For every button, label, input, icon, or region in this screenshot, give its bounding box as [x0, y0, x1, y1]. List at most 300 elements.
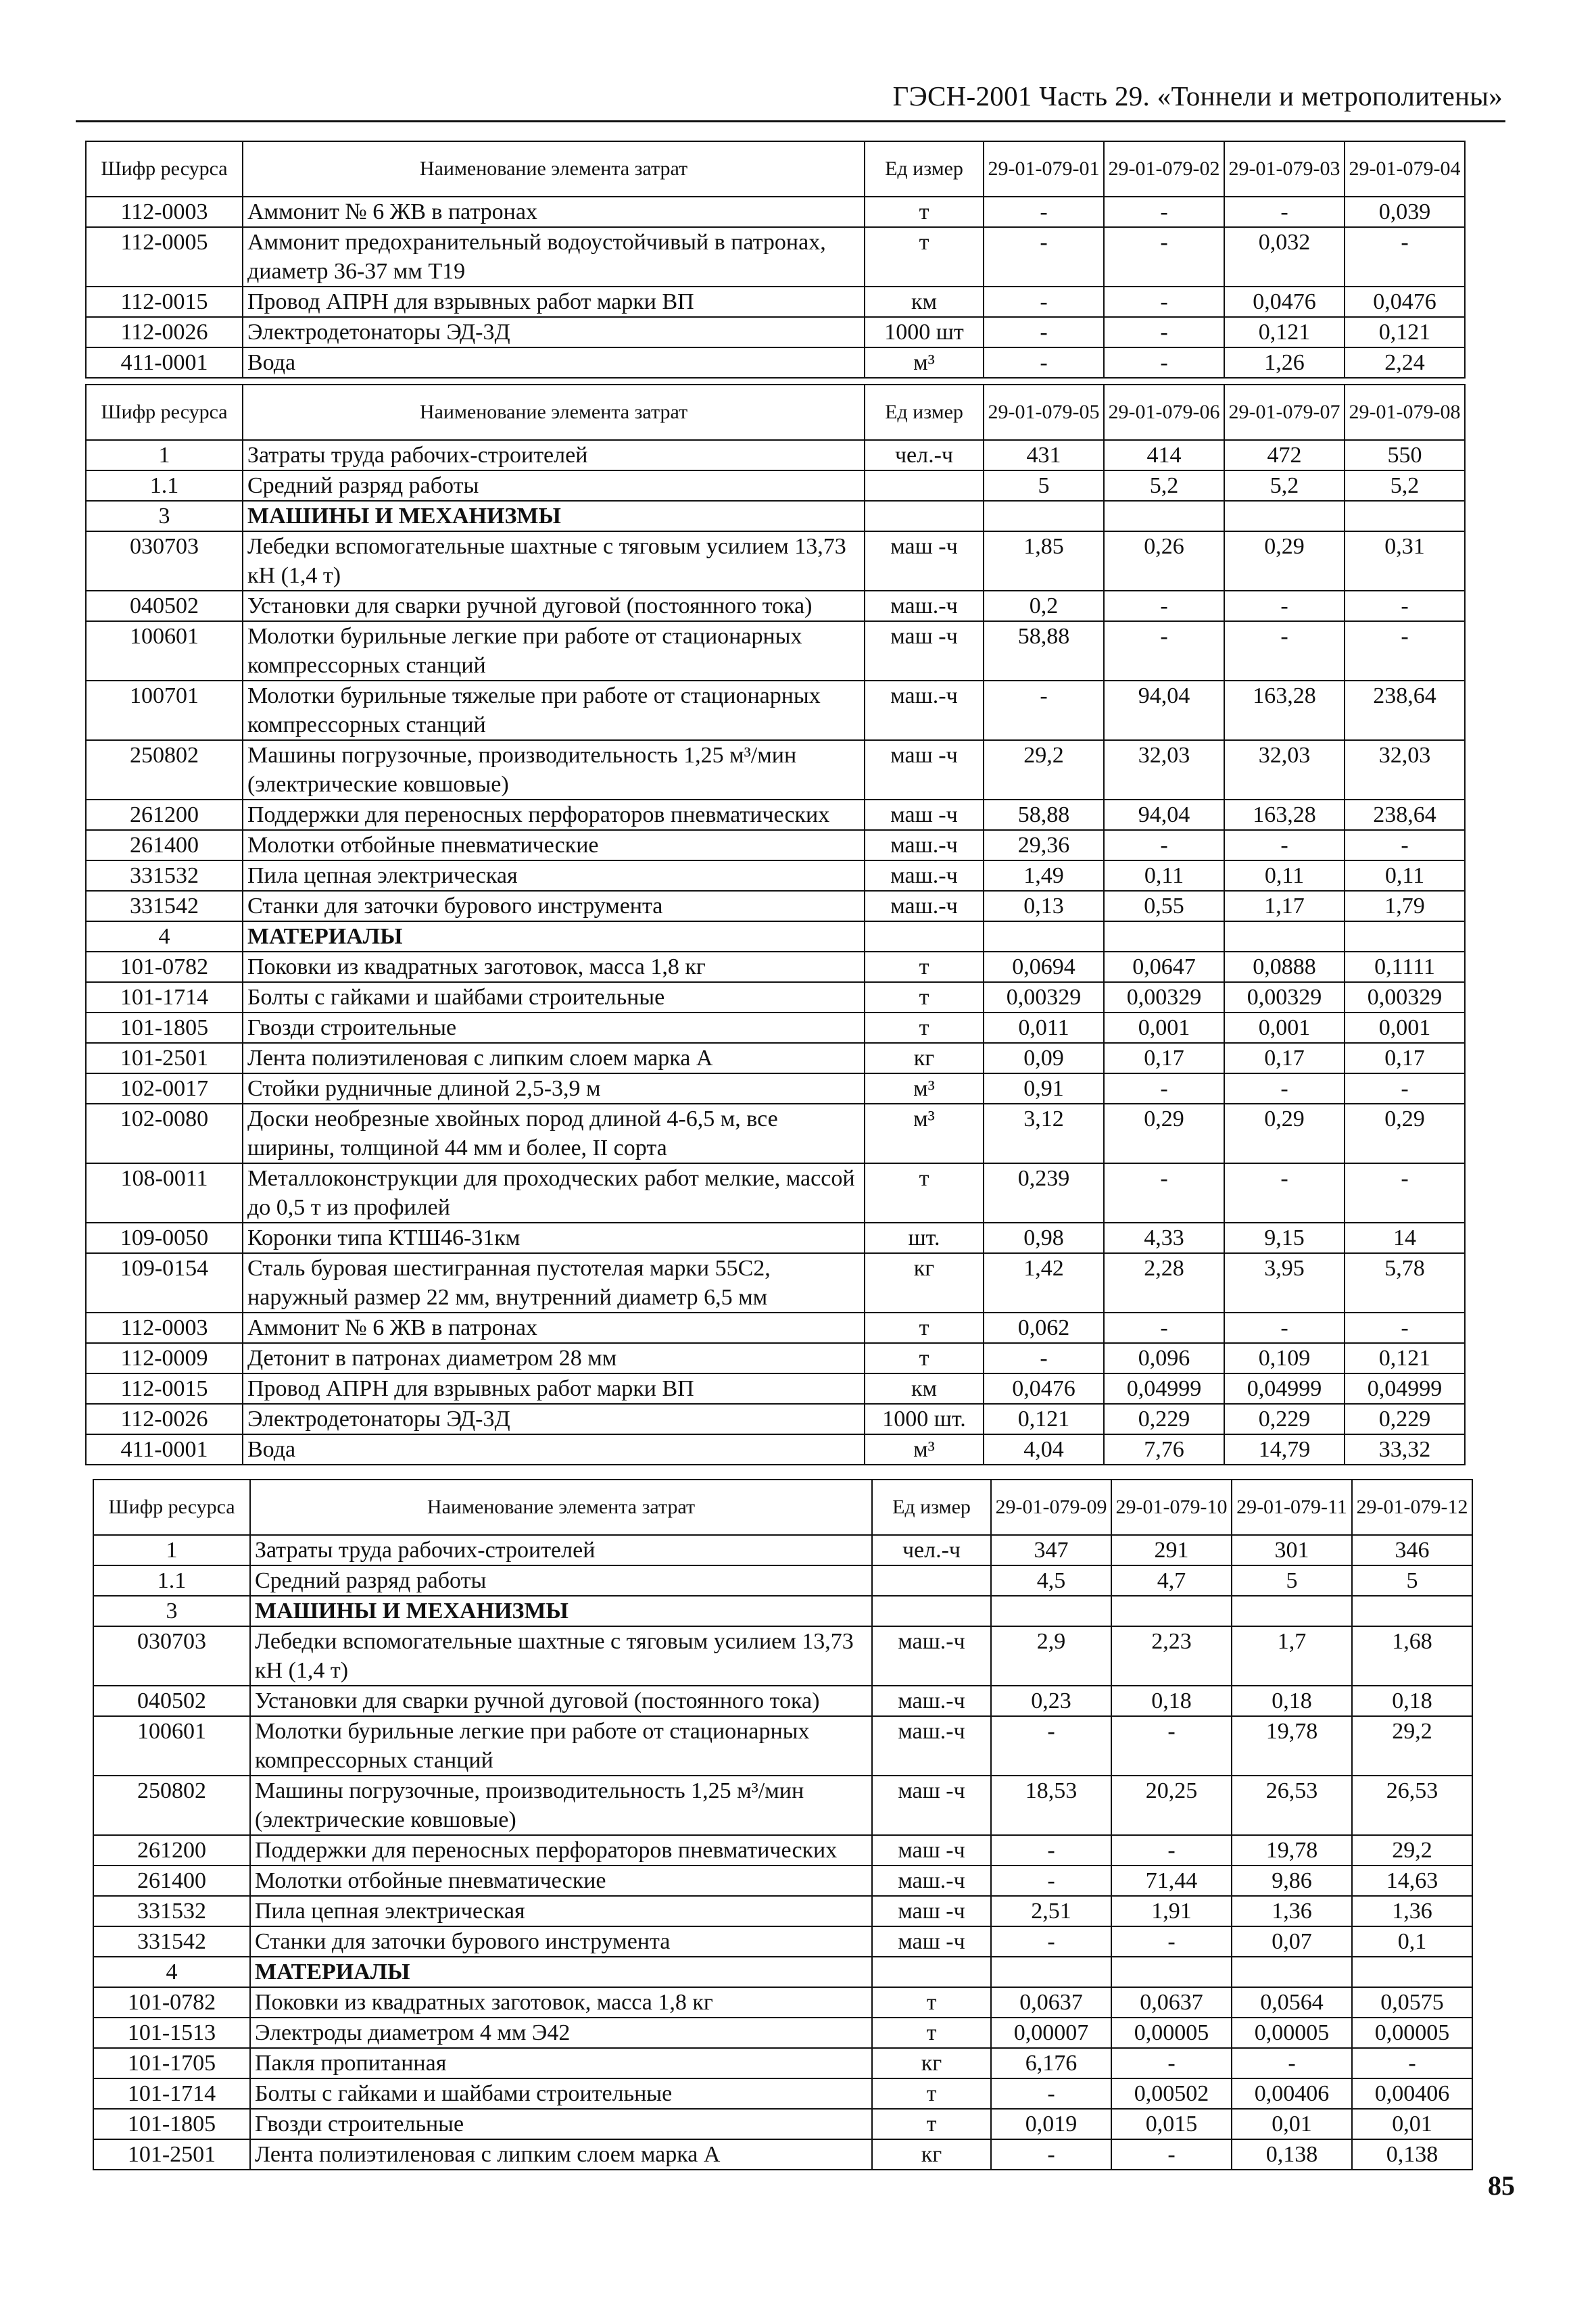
- norm-value: -: [1111, 1835, 1232, 1866]
- norm-value: 0,00005: [1111, 2018, 1232, 2048]
- resource-code: 250802: [93, 1776, 250, 1835]
- norm-value: 2,24: [1345, 347, 1465, 378]
- resource-code: 1: [93, 1535, 250, 1565]
- resource-name: Молотки бурильные тяжелые при работе от стационарных компрессорных станций: [243, 681, 865, 740]
- norm-value: 0,121: [1345, 1343, 1465, 1373]
- resource-table-2: [85, 384, 1466, 1465]
- resource-unit: т: [872, 1987, 991, 2018]
- norm-value: 0,18: [1352, 1686, 1472, 1716]
- resource-name: Металлоконструкции для проходческих работ мелкие, массой до 0,5 т из профилей: [243, 1163, 865, 1223]
- norm-value: [1104, 921, 1224, 952]
- column-header-name: Наименование элемента затрат: [243, 385, 865, 440]
- norm-value: [991, 1957, 1111, 1987]
- resource-code: 030703: [93, 1626, 250, 1686]
- norm-value: 0,01: [1232, 2109, 1352, 2139]
- resource-name: Гвозди строительные: [243, 1013, 865, 1043]
- resource-name: Установки для сварки ручной дуговой (постоянного тока): [250, 1686, 872, 1716]
- resource-code: 109-0050: [86, 1223, 243, 1253]
- norm-value: 414: [1104, 440, 1224, 470]
- resource-unit: маш -ч: [872, 1776, 991, 1835]
- norm-value: 238,64: [1345, 800, 1465, 830]
- norm-value: 0,0476: [984, 1373, 1104, 1404]
- norm-value: 9,86: [1232, 1866, 1352, 1896]
- norm-value: 0,00502: [1111, 2078, 1232, 2109]
- norm-value: 1,79: [1345, 891, 1465, 921]
- resource-unit: т: [865, 1013, 984, 1043]
- norm-value: 0,121: [1345, 317, 1465, 347]
- table-row: [93, 1626, 1472, 1686]
- norm-value: 0,13: [984, 891, 1104, 921]
- norm-value: -: [1104, 1313, 1224, 1343]
- norm-value: 29,2: [1352, 1835, 1472, 1866]
- section-row: [86, 921, 1465, 952]
- norm-value: 347: [991, 1535, 1111, 1565]
- norm-value: 0,001: [1345, 1013, 1465, 1043]
- norm-value: -: [991, 2139, 1111, 2170]
- table-row: [86, 740, 1465, 800]
- norm-value: 0,04999: [1224, 1373, 1345, 1404]
- resource-unit: маш.-ч: [865, 591, 984, 621]
- norm-value: [984, 921, 1104, 952]
- table-row: [86, 1104, 1465, 1163]
- resource-code: 261200: [86, 800, 243, 830]
- norm-value: -: [1345, 1073, 1465, 1104]
- resource-code: 102-0017: [86, 1073, 243, 1104]
- resource-unit: маш.-ч: [872, 1866, 991, 1896]
- resource-name: Молотки отбойные пневматические: [243, 830, 865, 860]
- norm-value: 5,78: [1345, 1253, 1465, 1313]
- resource-name: Поддержки для переносных перфораторов пневматических: [243, 800, 865, 830]
- norm-value: 0,062: [984, 1313, 1104, 1343]
- resource-code: 112-0015: [86, 287, 243, 317]
- resource-unit: м³: [865, 1073, 984, 1104]
- norm-value: [1352, 1596, 1472, 1626]
- table-row: [86, 591, 1465, 621]
- table-row: [93, 2048, 1472, 2078]
- table-row: [86, 800, 1465, 830]
- table-row: [86, 227, 1465, 287]
- resource-unit: [872, 1957, 991, 1987]
- norm-value: [1232, 1957, 1352, 1987]
- norm-value: 0,31: [1345, 531, 1465, 591]
- norm-value: 2,9: [991, 1626, 1111, 1686]
- resource-name: Гвозди строительные: [250, 2109, 872, 2139]
- resource-unit: маш -ч: [872, 1835, 991, 1866]
- resource-unit: маш.-ч: [872, 1626, 991, 1686]
- norm-value: -: [1224, 1073, 1345, 1104]
- norm-value: 9,15: [1224, 1223, 1345, 1253]
- norm-value: 163,28: [1224, 681, 1345, 740]
- norm-value: 0,0575: [1352, 1987, 1472, 2018]
- resource-name: Лебедки вспомогательные шахтные с тяговым усилием 13,73 кН (1,4 т): [243, 531, 865, 591]
- table-row: [86, 891, 1465, 921]
- table-row: [93, 2078, 1472, 2109]
- norm-value: 0,00329: [984, 982, 1104, 1013]
- resource-name: Вода: [243, 347, 865, 378]
- resource-unit: шт.: [865, 1223, 984, 1253]
- resource-name: Аммонит предохранительный водоустойчивый в патронах, диаметр 36-37 мм Т19: [243, 227, 865, 287]
- norm-value: 5: [1352, 1565, 1472, 1596]
- resource-code: 101-2501: [86, 1043, 243, 1073]
- table-row: [86, 982, 1465, 1013]
- column-header-norm: 29-01-079-09: [991, 1480, 1111, 1535]
- norm-value: 2,51: [991, 1896, 1111, 1926]
- norm-value: 0,2: [984, 591, 1104, 621]
- norm-value: 0,019: [991, 2109, 1111, 2139]
- norm-value: 0,18: [1111, 1686, 1232, 1716]
- norm-value: 5,2: [1104, 470, 1224, 501]
- table-row: [86, 531, 1465, 591]
- resource-name: МАТЕРИАЛЫ: [250, 1957, 872, 1987]
- resource-unit: м³: [865, 1434, 984, 1465]
- norm-value: -: [1104, 227, 1224, 287]
- table-row: [86, 1163, 1465, 1223]
- resource-unit: м³: [865, 347, 984, 378]
- resource-name: Вода: [243, 1434, 865, 1465]
- resource-name: Станки для заточки бурового инструмента: [250, 1926, 872, 1957]
- resource-unit: маш -ч: [865, 740, 984, 800]
- norm-value: 0,29: [1345, 1104, 1465, 1163]
- resource-unit: кг: [872, 2139, 991, 2170]
- norm-value: 33,32: [1345, 1434, 1465, 1465]
- norm-value: 0,0637: [991, 1987, 1111, 2018]
- page-number: 85: [1488, 2170, 1515, 2201]
- norm-value: -: [984, 197, 1104, 227]
- norm-value: 0,0476: [1345, 287, 1465, 317]
- norm-value: -: [1104, 347, 1224, 378]
- resource-unit: маш.-ч: [872, 1716, 991, 1776]
- norm-value: -: [1345, 830, 1465, 860]
- resource-unit: т: [865, 227, 984, 287]
- norm-value: 0,0564: [1232, 1987, 1352, 2018]
- table-row: [86, 1013, 1465, 1043]
- norm-value: -: [1111, 1926, 1232, 1957]
- resource-code: 261400: [93, 1866, 250, 1896]
- norm-value: [1104, 501, 1224, 531]
- norm-value: 3,12: [984, 1104, 1104, 1163]
- norm-value: 32,03: [1104, 740, 1224, 800]
- norm-value: -: [1232, 2048, 1352, 2078]
- norm-value: 0,17: [1224, 1043, 1345, 1073]
- resource-name: Коронки типа КТШ46-31км: [243, 1223, 865, 1253]
- resource-code: 1.1: [93, 1565, 250, 1596]
- resource-name: Лебедки вспомогательные шахтные с тяговым усилием 13,73 кН (1,4 т): [250, 1626, 872, 1686]
- resource-code: 100601: [93, 1716, 250, 1776]
- norm-value: -: [984, 1343, 1104, 1373]
- resource-code: 411-0001: [86, 347, 243, 378]
- norm-value: 1,36: [1352, 1896, 1472, 1926]
- norm-value: 0,00329: [1104, 982, 1224, 1013]
- norm-value: -: [984, 347, 1104, 378]
- norm-value: 14,63: [1352, 1866, 1472, 1896]
- resource-table-1: [85, 141, 1466, 379]
- table-row: [93, 1686, 1472, 1716]
- norm-value: 0,011: [984, 1013, 1104, 1043]
- table-row: [93, 1776, 1472, 1835]
- norm-value: 346: [1352, 1535, 1472, 1565]
- resource-name: МАШИНЫ И МЕХАНИЗМЫ: [250, 1596, 872, 1626]
- norm-value: 0,0476: [1224, 287, 1345, 317]
- resource-code: 331532: [93, 1896, 250, 1926]
- header-row: [86, 385, 1465, 440]
- norm-value: 29,2: [984, 740, 1104, 800]
- norm-value: 163,28: [1224, 800, 1345, 830]
- norm-value: 1,36: [1232, 1896, 1352, 1926]
- norm-value: -: [991, 2078, 1111, 2109]
- resource-code: 331542: [86, 891, 243, 921]
- resource-code: 112-0026: [86, 317, 243, 347]
- norm-value: -: [1345, 1313, 1465, 1343]
- norm-value: [1352, 1957, 1472, 1987]
- norm-value: 550: [1345, 440, 1465, 470]
- norm-value: -: [1104, 830, 1224, 860]
- column-header-norm: 29-01-079-07: [1224, 385, 1345, 440]
- norm-value: 5,2: [1224, 470, 1345, 501]
- column-header-name: Наименование элемента затрат: [250, 1480, 872, 1535]
- norm-value: 5: [984, 470, 1104, 501]
- resource-unit: чел.-ч: [872, 1535, 991, 1565]
- resource-code: 101-2501: [93, 2139, 250, 2170]
- resource-name: Поковки из квадратных заготовок, масса 1,8 кг: [250, 1987, 872, 2018]
- norm-value: 3,95: [1224, 1253, 1345, 1313]
- table-row: [93, 1987, 1472, 2018]
- table-row: [93, 1926, 1472, 1957]
- table-row: [86, 621, 1465, 681]
- norm-value: 0,138: [1232, 2139, 1352, 2170]
- resource-unit: маш -ч: [865, 531, 984, 591]
- table-row: [86, 1223, 1465, 1253]
- norm-value: 0,001: [1104, 1013, 1224, 1043]
- resource-code: 112-0015: [86, 1373, 243, 1404]
- resource-name: Машины погрузочные, производительность 1,25 м³/мин (электрические ковшовые): [243, 740, 865, 800]
- norm-value: -: [1352, 2048, 1472, 2078]
- table-row: [93, 2109, 1472, 2139]
- resource-name: Поддержки для переносных перфораторов пневматических: [250, 1835, 872, 1866]
- resource-name: Аммонит № 6 ЖВ в патронах: [243, 1313, 865, 1343]
- table-row: [86, 1253, 1465, 1313]
- column-header-norm: 29-01-079-06: [1104, 385, 1224, 440]
- resource-code: 040502: [93, 1686, 250, 1716]
- resource-unit: [865, 501, 984, 531]
- norm-value: 14,79: [1224, 1434, 1345, 1465]
- resource-name: Средний разряд работы: [250, 1565, 872, 1596]
- norm-value: -: [1345, 591, 1465, 621]
- norm-value: 1,49: [984, 860, 1104, 891]
- column-header-norm: 29-01-079-04: [1345, 141, 1465, 197]
- resource-unit: маш.-ч: [865, 891, 984, 921]
- norm-value: -: [1224, 621, 1345, 681]
- norm-value: 58,88: [984, 800, 1104, 830]
- resource-name: Сталь буровая шестигранная пустотелая марки 55С2, наружный размер 22 мм, внутренний диаметр 6,5 мм: [243, 1253, 865, 1313]
- resource-unit: [872, 1596, 991, 1626]
- resource-code: 109-0154: [86, 1253, 243, 1313]
- header-rule: [76, 120, 1505, 122]
- resource-name: Детонит в патронах диаметром 28 мм: [243, 1343, 865, 1373]
- resource-unit: т: [865, 197, 984, 227]
- norm-value: -: [1345, 1163, 1465, 1223]
- norm-value: 472: [1224, 440, 1345, 470]
- norm-value: 0,17: [1104, 1043, 1224, 1073]
- resource-name: Электродетонаторы ЭД-3Д: [243, 317, 865, 347]
- table-row: [86, 440, 1465, 470]
- norm-value: [1224, 501, 1345, 531]
- norm-value: 0,04999: [1345, 1373, 1465, 1404]
- norm-value: 1,68: [1352, 1626, 1472, 1686]
- norm-value: 0,11: [1104, 860, 1224, 891]
- norm-value: 0,0637: [1111, 1987, 1232, 2018]
- header-row: [86, 141, 1465, 197]
- column-header-norm: 29-01-079-12: [1352, 1480, 1472, 1535]
- norm-value: 6,176: [991, 2048, 1111, 2078]
- norm-value: 0,229: [1345, 1404, 1465, 1434]
- norm-value: -: [984, 287, 1104, 317]
- resource-code: 261400: [86, 830, 243, 860]
- norm-value: 0,229: [1224, 1404, 1345, 1434]
- resource-name: Установки для сварки ручной дуговой (постоянного тока): [243, 591, 865, 621]
- norm-value: 0,096: [1104, 1343, 1224, 1373]
- norm-value: 238,64: [1345, 681, 1465, 740]
- norm-value: 0,18: [1232, 1686, 1352, 1716]
- table-row: [93, 1535, 1472, 1565]
- column-header-code: Шифр ресурса: [93, 1480, 250, 1535]
- column-header-norm: 29-01-079-10: [1111, 1480, 1232, 1535]
- norm-value: 0,91: [984, 1073, 1104, 1104]
- norm-value: -: [1104, 591, 1224, 621]
- norm-value: -: [991, 1716, 1111, 1776]
- norm-value: 0,0888: [1224, 952, 1345, 982]
- norm-value: 0,29: [1104, 1104, 1224, 1163]
- column-header-unit: Ед измер: [865, 141, 984, 197]
- norm-value: 0,001: [1224, 1013, 1345, 1043]
- table-row: [86, 681, 1465, 740]
- norm-value: 0,015: [1111, 2109, 1232, 2139]
- table-row: [86, 952, 1465, 982]
- resource-name: Пакля пропитанная: [250, 2048, 872, 2078]
- norm-value: 29,36: [984, 830, 1104, 860]
- table-row: [86, 470, 1465, 501]
- norm-value: -: [1224, 1163, 1345, 1223]
- norm-value: 0,07: [1232, 1926, 1352, 1957]
- resource-unit: т: [865, 952, 984, 982]
- resource-name: Аммонит № 6 ЖВ в патронах: [243, 197, 865, 227]
- table-row: [86, 317, 1465, 347]
- resource-name: Средний разряд работы: [243, 470, 865, 501]
- resource-code: 112-0009: [86, 1343, 243, 1373]
- norm-value: -: [1104, 1163, 1224, 1223]
- norm-value: 0,98: [984, 1223, 1104, 1253]
- section-row: [86, 501, 1465, 531]
- norm-value: 5,2: [1345, 470, 1465, 501]
- resource-code: 112-0003: [86, 1313, 243, 1343]
- norm-value: 4,33: [1104, 1223, 1224, 1253]
- resource-unit: [865, 470, 984, 501]
- resource-code: 101-1714: [93, 2078, 250, 2109]
- resource-name: Стойки рудничные длиной 2,5-3,9 м: [243, 1073, 865, 1104]
- resource-unit: км: [865, 1373, 984, 1404]
- norm-value: 0,138: [1352, 2139, 1472, 2170]
- column-header-code: Шифр ресурса: [86, 385, 243, 440]
- resource-unit: маш -ч: [872, 1926, 991, 1957]
- column-header-norm: 29-01-079-11: [1232, 1480, 1352, 1535]
- resource-unit: маш -ч: [865, 800, 984, 830]
- column-header-norm: 29-01-079-03: [1224, 141, 1345, 197]
- table-row: [86, 830, 1465, 860]
- column-header-name: Наименование элемента затрат: [243, 141, 865, 197]
- resource-unit: маш.-ч: [872, 1686, 991, 1716]
- norm-value: -: [1111, 2139, 1232, 2170]
- resource-name: Пила цепная электрическая: [250, 1896, 872, 1926]
- norm-value: [991, 1596, 1111, 1626]
- resource-unit: т: [865, 1343, 984, 1373]
- norm-value: 0,11: [1345, 860, 1465, 891]
- resource-name: Станки для заточки бурового инструмента: [243, 891, 865, 921]
- norm-value: 1,91: [1111, 1896, 1232, 1926]
- norm-value: 5: [1232, 1565, 1352, 1596]
- table-row: [86, 1343, 1465, 1373]
- norm-value: 0,29: [1224, 531, 1345, 591]
- resource-code: 040502: [86, 591, 243, 621]
- resource-unit: т: [865, 1163, 984, 1223]
- resource-code: 101-0782: [86, 952, 243, 982]
- norm-value: 0,039: [1345, 197, 1465, 227]
- norm-value: 58,88: [984, 621, 1104, 681]
- resource-name: Доски необрезные хвойных пород длиной 4-6,5 м, все ширины, толщиной 44 мм и более, II сорта: [243, 1104, 865, 1163]
- resource-code: 1: [86, 440, 243, 470]
- norm-value: 0,121: [984, 1404, 1104, 1434]
- norm-value: 19,78: [1232, 1835, 1352, 1866]
- resource-unit: т: [872, 2018, 991, 2048]
- norm-value: -: [984, 681, 1104, 740]
- norm-value: 26,53: [1232, 1776, 1352, 1835]
- norm-value: 1,85: [984, 531, 1104, 591]
- resource-name: Электроды диаметром 4 мм Э42: [250, 2018, 872, 2048]
- table-row: [93, 1716, 1472, 1776]
- resource-code: 101-1513: [93, 2018, 250, 2048]
- resource-code: 4: [93, 1957, 250, 1987]
- column-header-unit: Ед измер: [865, 385, 984, 440]
- table-row: [93, 1896, 1472, 1926]
- norm-value: 14: [1345, 1223, 1465, 1253]
- norm-value: 0,1: [1352, 1926, 1472, 1957]
- norm-value: 29,2: [1352, 1716, 1472, 1776]
- resource-code: 102-0080: [86, 1104, 243, 1163]
- column-header-norm: 29-01-079-01: [984, 141, 1104, 197]
- resource-name: Лента полиэтиленовая с липким слоем марка А: [250, 2139, 872, 2170]
- norm-value: -: [991, 1926, 1111, 1957]
- resource-code: 3: [86, 501, 243, 531]
- norm-value: 0,55: [1104, 891, 1224, 921]
- norm-value: -: [984, 227, 1104, 287]
- table-row: [86, 287, 1465, 317]
- resource-code: 108-0011: [86, 1163, 243, 1223]
- resource-name: Электродетонаторы ЭД-3Д: [243, 1404, 865, 1434]
- norm-value: 0,032: [1224, 227, 1345, 287]
- norm-value: 1,42: [984, 1253, 1104, 1313]
- resource-code: 101-0782: [93, 1987, 250, 2018]
- table-row: [86, 1043, 1465, 1073]
- resource-name: Молотки бурильные легкие при работе от стационарных компрессорных станций: [243, 621, 865, 681]
- norm-value: 0,00005: [1232, 2018, 1352, 2048]
- norm-value: 4,5: [991, 1565, 1111, 1596]
- norm-value: 0,11: [1224, 860, 1345, 891]
- table-row: [86, 1313, 1465, 1343]
- resource-code: 261200: [93, 1835, 250, 1866]
- resource-code: 1.1: [86, 470, 243, 501]
- column-header-unit: Ед измер: [872, 1480, 991, 1535]
- norm-value: -: [984, 317, 1104, 347]
- resource-name: Провод АПРН для взрывных работ марки ВП: [243, 287, 865, 317]
- column-header-code: Шифр ресурса: [86, 141, 243, 197]
